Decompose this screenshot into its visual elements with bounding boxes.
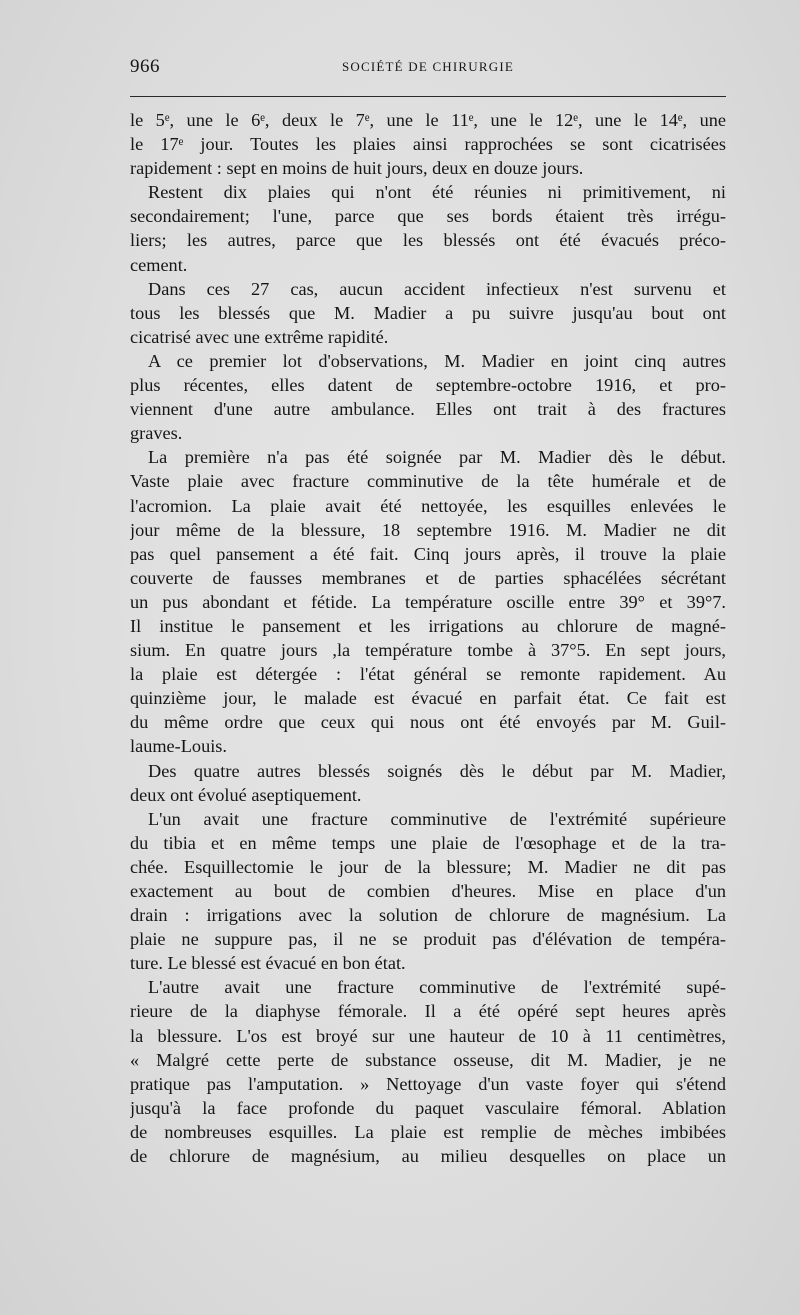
text-line: la blessure. L'os est broyé sur une hauteur de 10 à 11 centimètres,	[130, 1025, 726, 1046]
text-line: pratique pas l'amputation. » Nettoyage d'un vaste foyer qui s'étend	[130, 1073, 726, 1094]
text-line: liers; les autres, parce que les blessés ont été évacués préco-	[130, 230, 726, 251]
text-line: cement.	[130, 254, 188, 275]
text-line: cicatrisé avec une extrême rapidité.	[130, 326, 389, 347]
running-title: SOCIÉTÉ DE CHIRURGIE	[341, 59, 515, 74]
text-line: drain : irrigations avec la solution de chlorure de magnésium. La	[130, 905, 726, 926]
header-rule	[130, 96, 726, 97]
body-text	[130, 108, 726, 1168]
text-line: graves.	[130, 423, 183, 444]
text-line: Restent dix plaies qui n'ont été réunies ni primitivement, ni	[148, 182, 726, 203]
text-line: deux ont évolué aseptiquement.	[130, 784, 362, 805]
text-line: le 5ᵉ, une le 6ᵉ, deux le 7ᵉ, une le 11ᵉ, une le 12ᵉ, une le 14ᵉ, une	[130, 110, 726, 130]
text-line: pas quel pansement a été fait. Cinq jours après, il trouve la plaie	[130, 543, 726, 564]
text-line: Vaste plaie avec fracture comminutive de la tête humérale et de	[130, 471, 726, 492]
text-line: exactement au bout de combien d'heures. Mise en place d'un	[130, 881, 726, 901]
text-line: chée. Esquillectomie le jour de la blessure; M. Madier ne dit pas	[130, 856, 726, 877]
text-line: Dans ces 27 cas, aucun accident infectieux n'est survenu et	[148, 278, 726, 299]
text-line: sium. En quatre jours ,la température tombe à 37°5. En sept jours,	[130, 640, 726, 661]
text-line: A ce premier lot d'observations, M. Madier en joint cinq autres	[148, 350, 726, 371]
text-line: Des quatre autres blessés soignés dès le début par M. Madier,	[148, 760, 726, 781]
text-line: plaie ne suppure pas, il ne se produit pas d'élévation de tempéra-	[130, 929, 726, 950]
page-number: 966	[130, 56, 160, 77]
text-line: du tibia et en même temps une plaie de l'œsophage et de la tra-	[130, 832, 726, 853]
text-line: quinzième jour, le malade est évacué en parfait état. Ce fait est	[130, 688, 726, 709]
text-line: de chlorure de magnésium, au milieu desquelles on place un	[130, 1146, 726, 1167]
text-line: ture. Le blessé est évacué en bon état.	[130, 953, 406, 974]
text-line: « Malgré cette perte de substance osseuse, dit M. Madier, je ne	[130, 1049, 726, 1070]
page-header	[130, 56, 726, 80]
text-line: rapidement : sept en moins de huit jours, deux en douze jours.	[130, 158, 584, 179]
text-line: tous les blessés que M. Madier a pu suivre jusqu'au bout ont	[130, 302, 726, 323]
text-line: la plaie est détergée : l'état général se remonte rapidement. Au	[130, 664, 726, 685]
text-line: l'acromion. La plaie avait été nettoyée, les esquilles enlevées le	[130, 495, 726, 516]
text-line: du même ordre que ceux qui nous ont été envoyés par M. Guil-	[130, 712, 726, 733]
text-line: L'un avait une fracture comminutive de l'extrémité supérieure	[148, 808, 726, 829]
text-line: secondairement; l'une, parce que ses bords étaient très irrégu-	[130, 206, 726, 227]
text-line: La première n'a pas été soignée par M. Madier dès le début.	[148, 447, 726, 468]
text-line: L'autre avait une fracture comminutive de l'extrémité supé-	[148, 977, 726, 998]
text-line: laume-Louis.	[130, 736, 227, 757]
text-line: rieure de la diaphyse fémorale. Il a été opéré sept heures après	[130, 1001, 726, 1022]
text-line: jour même de la blessure, 18 septembre 1916. M. Madier ne dit	[130, 519, 726, 540]
text-line: viennent d'une autre ambulance. Elles ont trait à des fractures	[130, 399, 726, 420]
text-line: de nombreuses esquilles. La plaie est remplie de mèches imbibées	[130, 1121, 726, 1142]
text-line: couverte de fausses membranes et de parties sphacélées sécrétant	[130, 567, 726, 588]
text-line: plus récentes, elles datent de septembre-octobre 1916, et pro-	[130, 375, 726, 396]
text-line: jusqu'à la face profonde du paquet vasculaire fémoral. Ablation	[130, 1097, 726, 1118]
text-line: le 17ᵉ jour. Toutes les plaies ainsi rapprochées se sont cicatrisées	[130, 134, 726, 155]
text-line: un pus abondant et fétide. La température oscille entre 39° et 39°7.	[130, 591, 726, 612]
text-line: Il institue le pansement et les irrigations au chlorure de magné-	[130, 615, 726, 636]
